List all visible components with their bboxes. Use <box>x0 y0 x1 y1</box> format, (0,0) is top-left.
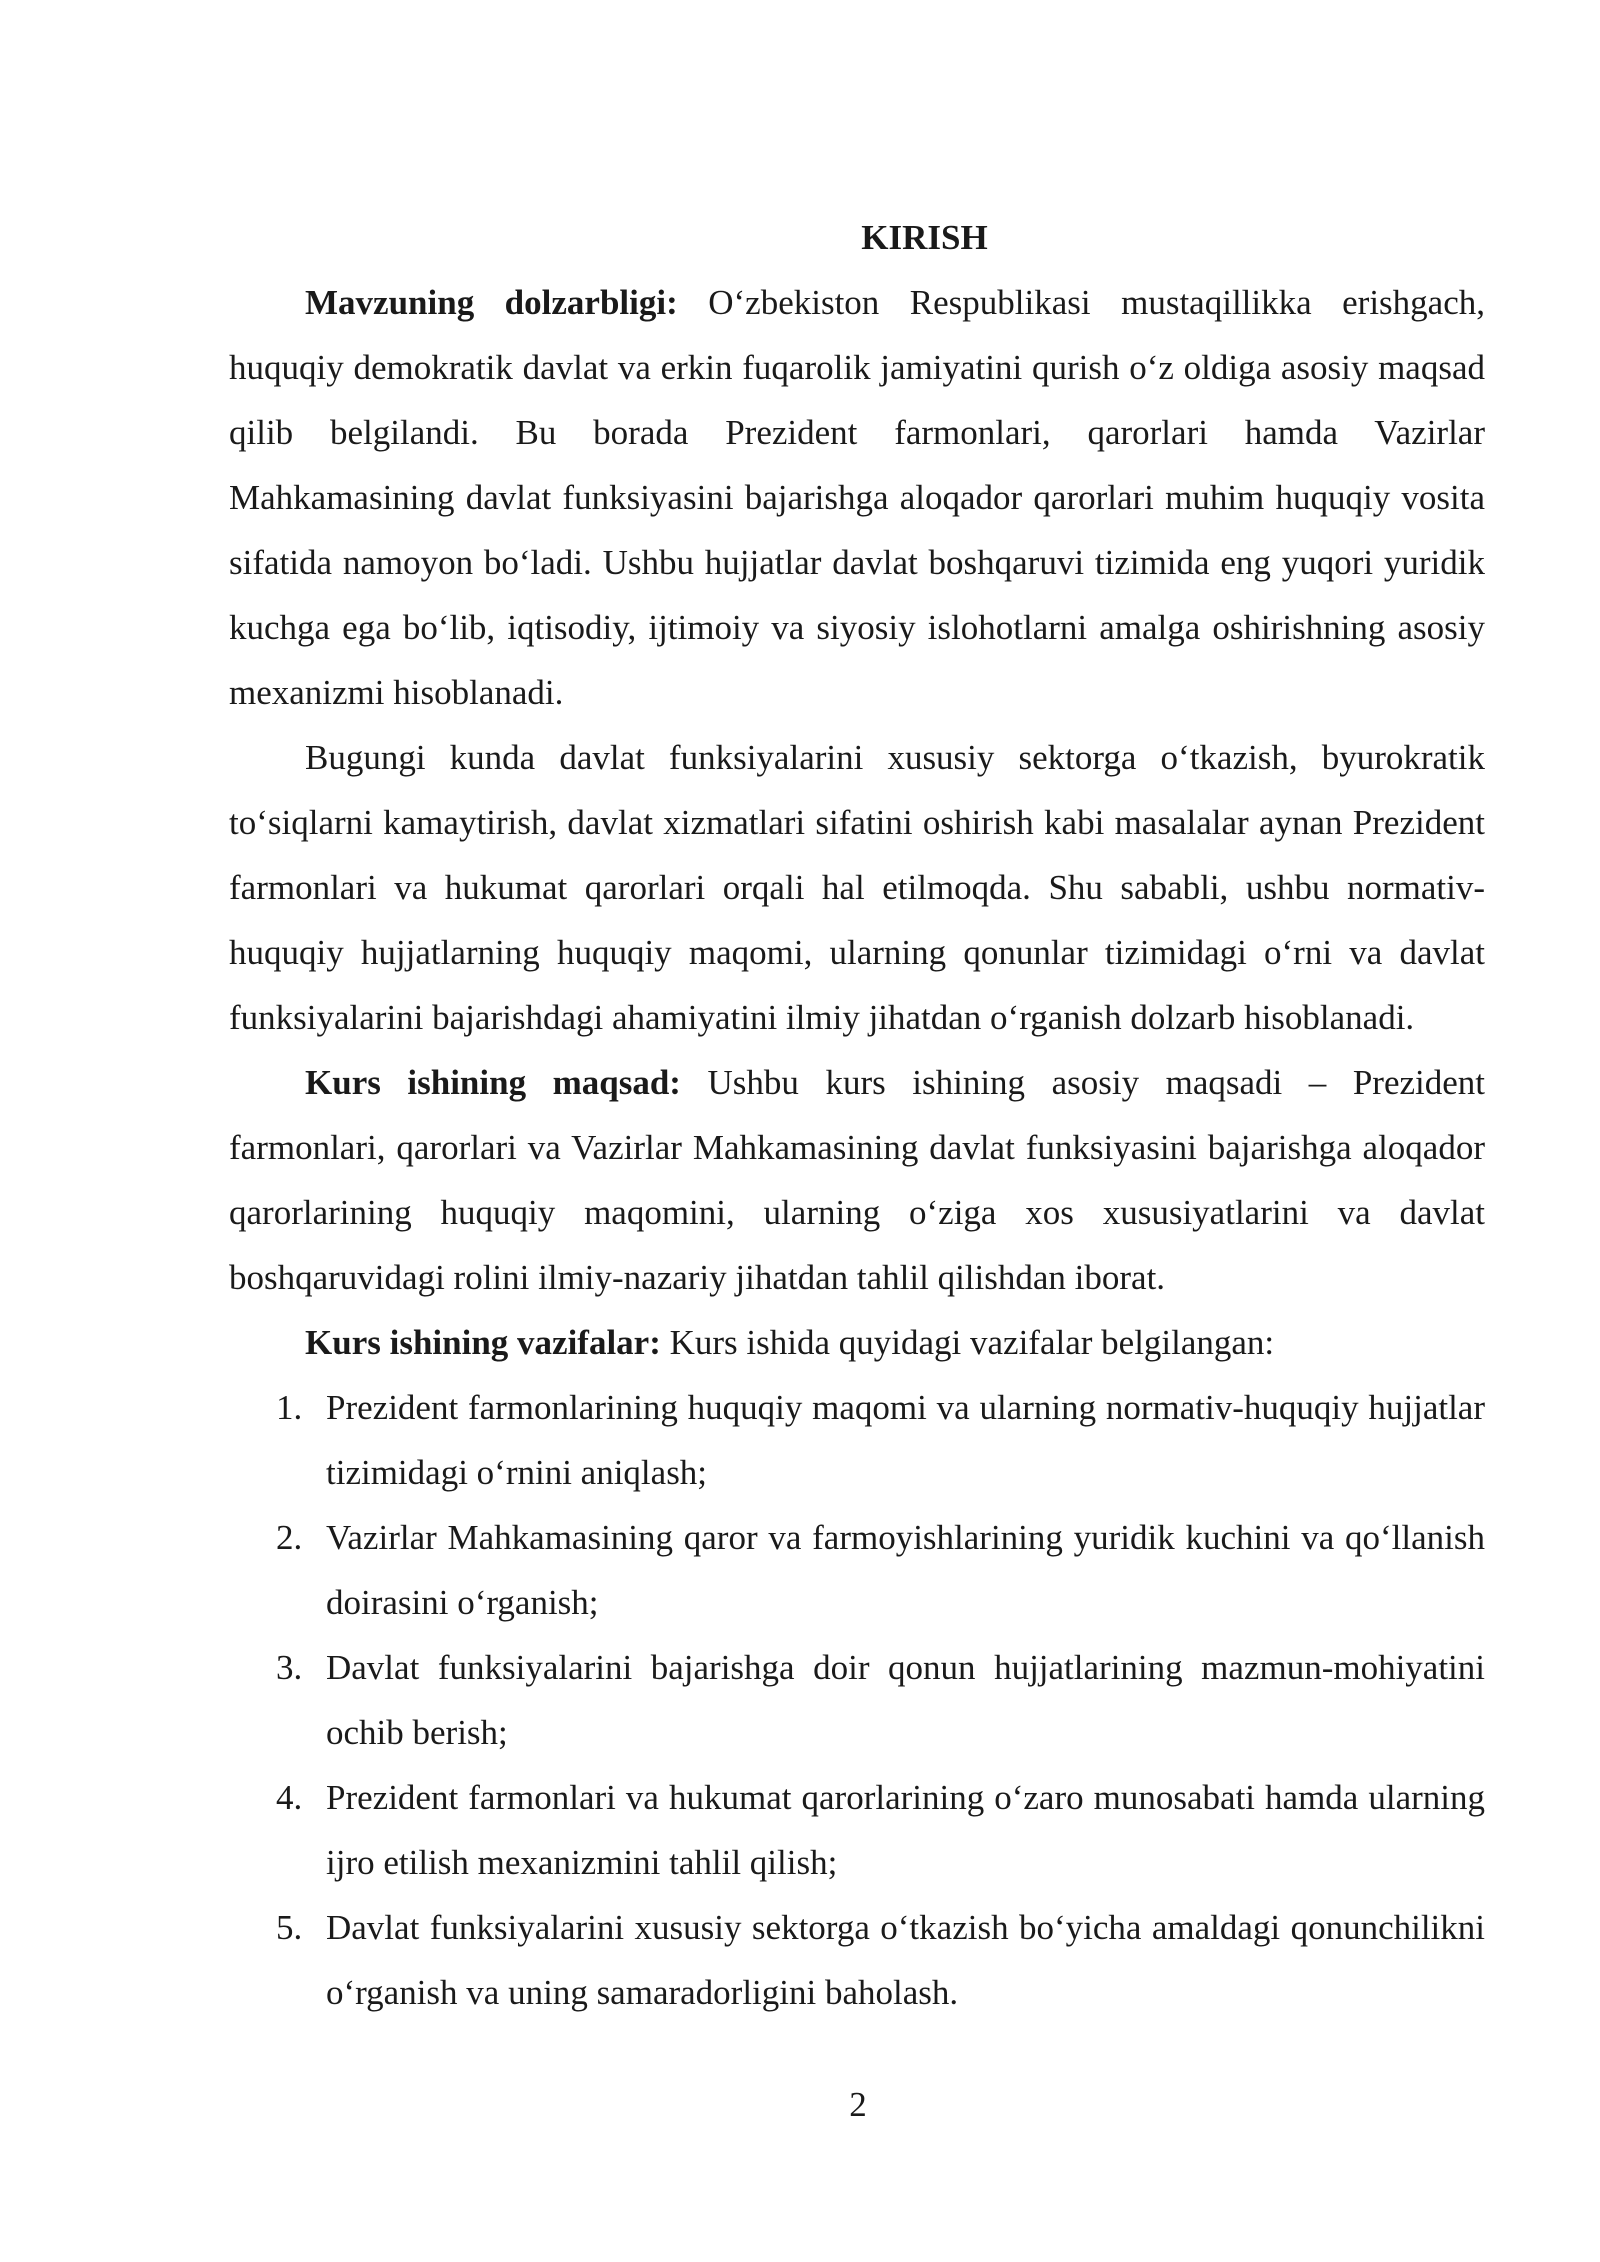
list-item-number: 2. <box>276 1518 303 1557</box>
paragraph-text: O‘zbekiston Respublikasi mustaqillikka erishgach, huquqiy demokratik davlat va erkin fuqarolik jamiyatini qurish o‘z oldiga asosiy maqsad qilib belgilandi. Bu borada Prezident farmonlari, qarorlari hamda Vazirlar Mahkamasining davlat funksiyasini bajarishga aloqador qarorlari muhim huquqiy vosita sifatida namoyon bo‘ladi. Ushbu hujjatlar davlat boshqaruvi tizimida eng yuqori yuridik kuchga ega bo‘lib, iqtisodiy, ijtimoiy va siyosiy islohotlarni amalga oshirishning asosiy mexanizmi hisoblanadi. <box>229 283 1485 712</box>
list-item-number: 5. <box>276 1908 303 1947</box>
task-list <box>229 1375 1485 2025</box>
list-item-number: 1. <box>276 1388 303 1427</box>
list-item <box>229 1895 1485 2025</box>
paragraph-tasks-intro <box>229 1310 1485 1375</box>
paragraph-text: Kurs ishida quyidagi vazifalar belgilangan: <box>669 1323 1275 1362</box>
paragraph-goal <box>229 1050 1485 1310</box>
paragraph-relevance <box>229 270 1485 725</box>
list-item-text: Davlat funksiyalarini xususiy sektorga o‘tkazish bo‘yicha amaldagi qonunchilikni o‘rganish va uning samaradorligini baholash. <box>326 1908 1485 2012</box>
list-item <box>229 1765 1485 1895</box>
list-item <box>229 1505 1485 1635</box>
page-title: KIRISH <box>861 218 988 257</box>
paragraph-label: Mavzuning dolzarbligi: <box>305 283 678 322</box>
paragraph-label: Kurs ishining maqsad: <box>305 1063 681 1102</box>
list-item-text: Prezident farmonlarining huquqiy maqomi va ularning normativ-huquqiy hujjatlar tizimidagi o‘rnini aniqlash; <box>326 1388 1485 1492</box>
list-item-number: 3. <box>276 1648 303 1687</box>
list-item <box>229 1375 1485 1505</box>
paragraph-context <box>229 725 1485 1050</box>
list-item-text: Vazirlar Mahkamasining qaror va farmoyishlarining yuridik kuchini va qo‘llanish doirasini o‘rganish; <box>326 1518 1485 1622</box>
list-item-text: Davlat funksiyalarini bajarishga doir qonun hujjatlarining mazmun-mohiyatini ochib berish; <box>326 1648 1485 1752</box>
document-page <box>229 205 1485 2025</box>
page-number: 2 <box>849 2085 867 2124</box>
list-item-text: Prezident farmonlari va hukumat qarorlarining o‘zaro munosabati hamda ularning ijro etilish mexanizmini tahlil qilish; <box>326 1778 1485 1882</box>
list-item <box>229 1635 1485 1765</box>
paragraph-label: Kurs ishining vazifalar: <box>305 1323 661 1362</box>
paragraph-text: Ushbu kurs ishining asosiy maqsadi – Prezident farmonlari, qarorlari va Vazirlar Mahkamasining davlat funksiyasini bajarishga aloqador qarorlarining huquqiy maqomini, ularning o‘ziga xos xususiyatlarini va davlat boshqaruvidagi rolini ilmiy-nazariy jihatdan tahlil qilishdan iborat. <box>229 1063 1486 1297</box>
paragraph-text: Bugungi kunda davlat funksiyalarini xususiy sektorga o‘tkazish, byurokratik to‘siqlarni kamaytirish, davlat xizmatlari sifatini oshirish kabi masalalar aynan Prezident farmonlari va hukumat qarorlari orqali hal etilmoqda. Shu sababli, ushbu normativ-huquqiy hujjatlarning huquqiy maqomi, ularning qonunlar tizimidagi o‘rni va davlat funksiyalarini bajarishdagi ahamiyatini ilmiy jihatdan o‘rganish dolzarb hisoblanadi. <box>229 738 1485 1037</box>
list-item-number: 4. <box>276 1778 303 1817</box>
